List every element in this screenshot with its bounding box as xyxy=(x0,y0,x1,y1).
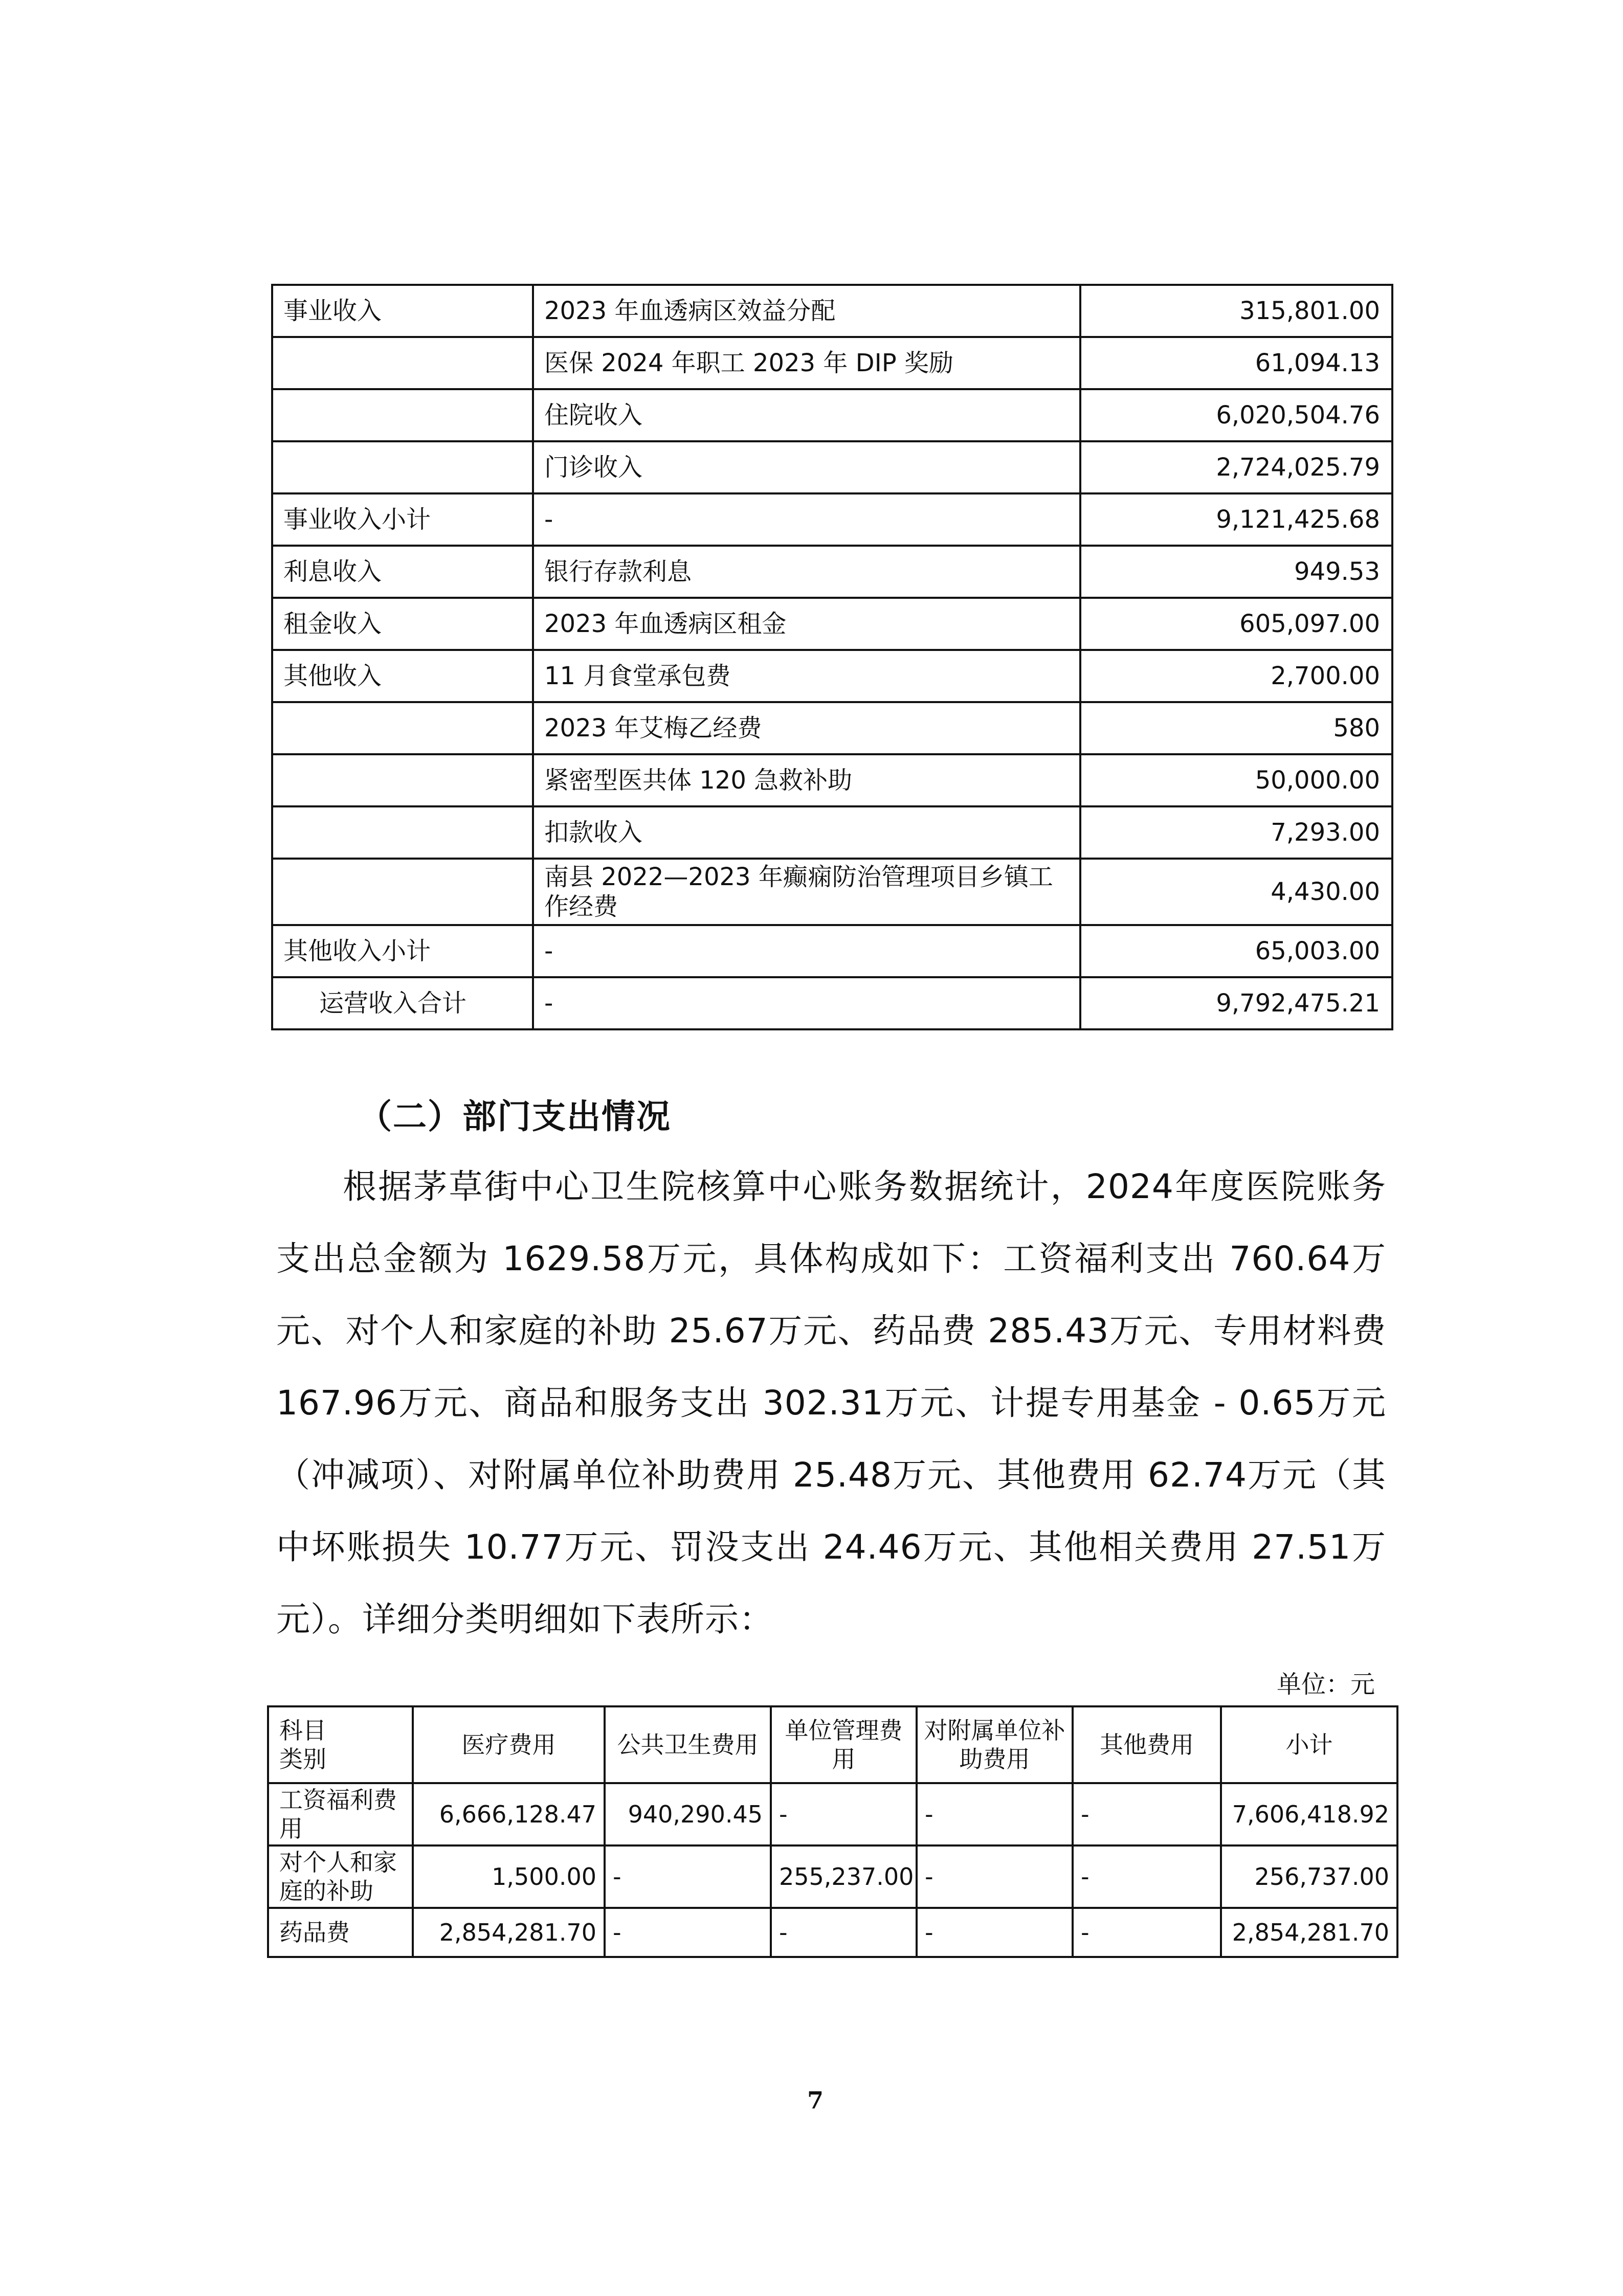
table-row xyxy=(272,598,1392,650)
income-category xyxy=(272,754,533,806)
income-item: 2023 年艾梅乙经费 xyxy=(533,702,1080,754)
table-row xyxy=(272,650,1392,702)
column-header: 单位管理费用 xyxy=(771,1706,917,1783)
column-header: 公共卫生费用 xyxy=(605,1706,771,1783)
income-item: 2023 年血透病区租金 xyxy=(533,598,1080,650)
income-item: 南县 2022—2023 年癫痫防治管理项目乡镇工作经费 xyxy=(533,859,1080,925)
cell-value: 940,290.45 xyxy=(605,1783,771,1845)
income-item: 银行存款利息 xyxy=(533,546,1080,598)
cell-value: - xyxy=(1073,1908,1221,1957)
column-header: 医疗费用 xyxy=(413,1706,605,1783)
table-row xyxy=(272,389,1392,441)
income-amount: 2,724,025.79 xyxy=(1080,441,1392,493)
income-category xyxy=(272,389,533,441)
cell-value: - xyxy=(605,1845,771,1908)
corner-header-top: 科目 xyxy=(279,1717,326,1744)
cell-value: - xyxy=(771,1908,917,1957)
unit-label: 单位：元 xyxy=(1276,1670,1375,1699)
table-header-row xyxy=(268,1706,1397,1783)
table-row-subtotal xyxy=(272,925,1392,977)
income-category: 事业收入 xyxy=(272,285,533,337)
income-category xyxy=(272,441,533,493)
income-category: 利息收入 xyxy=(272,546,533,598)
income-category xyxy=(272,859,533,925)
income-category: 事业收入小计 xyxy=(272,493,533,546)
table-row xyxy=(272,441,1392,493)
cell-value: - xyxy=(917,1783,1073,1845)
table-row-subtotal xyxy=(272,493,1392,546)
cell-value: 255,237.00 xyxy=(771,1845,917,1908)
table-row xyxy=(272,285,1392,337)
section-heading: （二）部门支出情况 xyxy=(358,1097,671,1136)
income-amount: 65,003.00 xyxy=(1080,925,1392,977)
table-row xyxy=(268,1783,1397,1845)
corner-header xyxy=(268,1706,413,1783)
income-category: 其他收入 xyxy=(272,650,533,702)
income-category: 其他收入小计 xyxy=(272,925,533,977)
income-item: - xyxy=(533,925,1080,977)
income-table xyxy=(271,284,1393,1030)
cell-value: 2,854,281.70 xyxy=(413,1908,605,1957)
income-category xyxy=(272,806,533,859)
income-amount: 2,700.00 xyxy=(1080,650,1392,702)
column-header: 对附属单位补助费用 xyxy=(917,1706,1073,1783)
income-amount: 4,430.00 xyxy=(1080,859,1392,925)
column-header: 小计 xyxy=(1221,1706,1397,1783)
table-row xyxy=(272,859,1392,925)
income-amount: 50,000.00 xyxy=(1080,754,1392,806)
row-category: 药品费 xyxy=(268,1908,413,1957)
cell-subtotal: 7,606,418.92 xyxy=(1221,1783,1397,1845)
income-item: 11 月食堂承包费 xyxy=(533,650,1080,702)
expense-summary-paragraph: 根据茅草街中心卫生院核算中心账务数据统计，2024年度医院账务支出总金额为 1629.58万元，具体构成如下：工资福利支出 760.64万元、对个人和家庭的补助 25.67万元、药品费 285.43万元、专用材料费 167.96万元、商品和服务支出 302.31万元、计提专用基金 - 0.65万元（冲减项）、对附属单位补助费用 25.48万元、其他费用 62.74万元（其中坏账损失 10.77万元、罚没支出 24.46万元、其他相关费用 27.51万元）。详细分类明细如下表所示： xyxy=(276,1167,1386,1639)
cell-value: 1,500.00 xyxy=(413,1845,605,1908)
table-row xyxy=(272,546,1392,598)
income-item: - xyxy=(533,493,1080,546)
income-amount: 6,020,504.76 xyxy=(1080,389,1392,441)
cell-value: - xyxy=(917,1845,1073,1908)
cell-value: - xyxy=(771,1783,917,1845)
income-amount: 61,094.13 xyxy=(1080,337,1392,389)
cell-value: - xyxy=(605,1908,771,1957)
cell-subtotal: 256,737.00 xyxy=(1221,1845,1397,1908)
table-row xyxy=(272,806,1392,859)
cell-subtotal: 2,854,281.70 xyxy=(1221,1908,1397,1957)
income-item: 住院收入 xyxy=(533,389,1080,441)
cell-value: - xyxy=(1073,1845,1221,1908)
income-category xyxy=(272,337,533,389)
corner-header-bottom: 类别 xyxy=(279,1745,326,1773)
row-category: 对个人和家庭的补助 xyxy=(268,1845,413,1908)
row-category: 工资福利费用 xyxy=(268,1783,413,1845)
income-amount: 315,801.00 xyxy=(1080,285,1392,337)
income-category: 租金收入 xyxy=(272,598,533,650)
table-row xyxy=(268,1845,1397,1908)
income-amount: 605,097.00 xyxy=(1080,598,1392,650)
table-row xyxy=(272,754,1392,806)
cell-value: - xyxy=(917,1908,1073,1957)
income-item: - xyxy=(533,977,1080,1029)
table-row xyxy=(272,702,1392,754)
cell-value: - xyxy=(1073,1783,1221,1845)
income-item: 2023 年血透病区效益分配 xyxy=(533,285,1080,337)
table-row xyxy=(272,337,1392,389)
income-item: 门诊收入 xyxy=(533,441,1080,493)
income-item: 扣款收入 xyxy=(533,806,1080,859)
table-row-total xyxy=(272,977,1392,1029)
income-amount: 580 xyxy=(1080,702,1392,754)
table-row xyxy=(268,1908,1397,1957)
income-category xyxy=(272,702,533,754)
income-amount: 7,293.00 xyxy=(1080,806,1392,859)
income-item: 紧密型医共体 120 急救补助 xyxy=(533,754,1080,806)
income-item: 医保 2024 年职工 2023 年 DIP 奖励 xyxy=(533,337,1080,389)
page-number: 7 xyxy=(807,2086,824,2114)
income-amount: 949.53 xyxy=(1080,546,1392,598)
cell-value: 6,666,128.47 xyxy=(413,1783,605,1845)
income-amount: 9,792,475.21 xyxy=(1080,977,1392,1029)
expense-table xyxy=(267,1705,1398,1958)
income-amount: 9,121,425.68 xyxy=(1080,493,1392,546)
income-category: 运营收入合计 xyxy=(272,977,533,1029)
column-header: 其他费用 xyxy=(1073,1706,1221,1783)
